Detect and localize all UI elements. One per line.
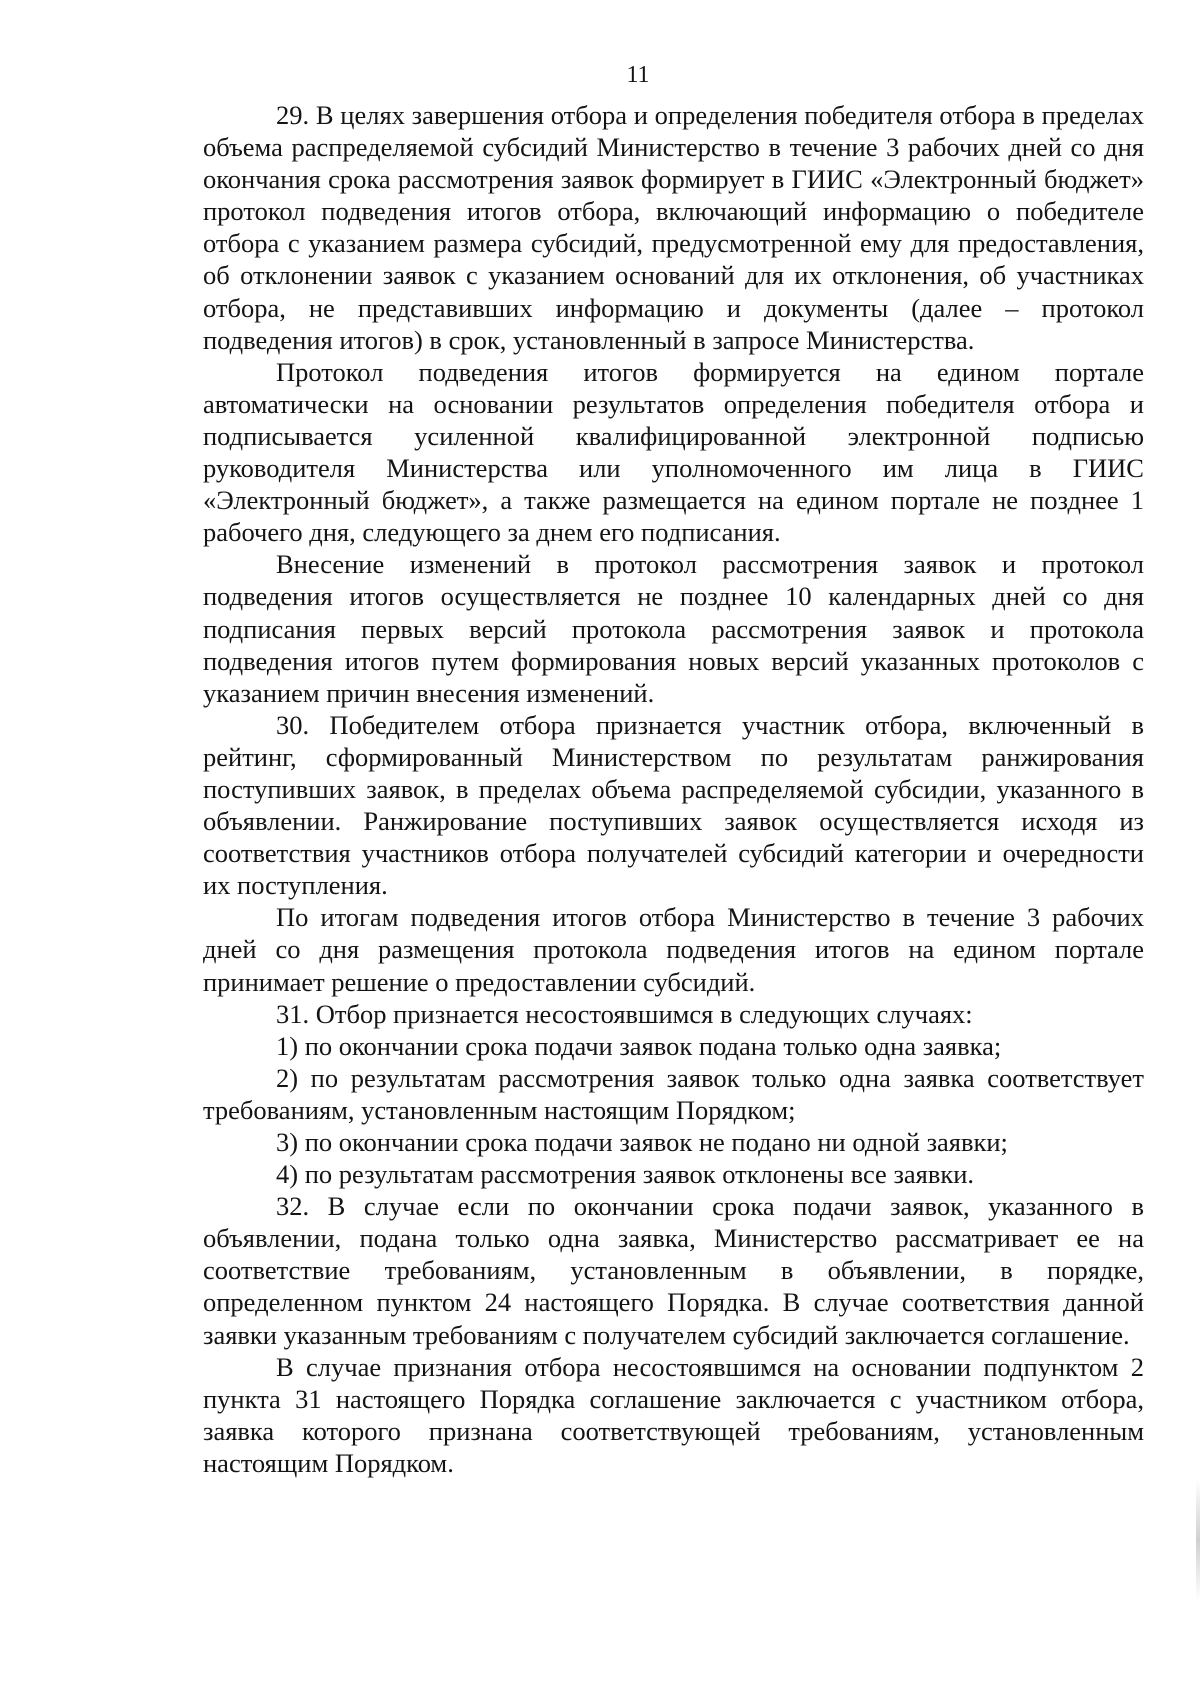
paragraph-protocol-changes: Внесение изменений в протокол рассмотрения заявок и протокол подведения итогов осуществляется не позднее 10 календарных дней со дня подписания первых версий протокола рассмотрения заявок и протокола подведения итогов путем формирования новых версий указанных протоколов с указанием причин внесения изменений. [203,549,1144,708]
scan-edge-shadow [1196,1480,1200,1600]
list-item-31-4: 4) по результатам рассмотрения заявок отклонены все заявки. [276,1159,975,1190]
list-item-31-3: 3) по окончании срока подачи заявок не подано ни одной заявки; [276,1127,1008,1157]
list-item-31-2: 2) по результатам рассмотрения заявок только одна заявка соответствует требованиям, установленным настоящим Порядком; [203,1062,1144,1125]
paragraph-31: 31. Отбор признается несостоявшимся в следующих случаях: [276,998,973,1029]
page-number: 11 [626,62,650,88]
document-body [203,99,1144,1479]
paragraph-failed-selection-agreement: В случае признания отбора несостоявшимся на основании подпунктом 2 пункта 31 настоящего Порядка соглашение заключается с участником отбора, заявка которого признана соответствующей требованиям, установленным настоящим Порядком. [203,1351,1144,1478]
paragraph-32: 32. В случае если по окончании срока подачи заявок, указанного в объявлении, подана только одна заявка, Министерство рассматривает ее на соответствие требованиям, установленным в объявлении, в порядке, определенном пунктом 24 настоящего Порядка. В случае соответствия данной заявки указанным требованиям с получателем субсидий заключается соглашение. [203,1191,1144,1350]
paragraph-29: 29. В целях завершения отбора и определения победителя отбора в пределах объема распределяемой субсидий Министерство в течение 3 рабочих дней со дня окончания срока рассмотрения заявок формирует в ГИИС «Электронный бюджет» протокол подведения итогов отбора, включающий информацию о победителе отбора с указанием размера субсидий, предусмотренной ему для предоставления, об отклонении заявок с указанием оснований для их отклонения, об участниках отбора, не представивших информацию и документы (далее – протокол подведения итогов) в срок, установленный в запросе Министерства. [203,100,1144,355]
paragraph-protocol-formation: Протокол подведения итогов формируется на едином портале автоматически на основании результатов определения победителя отбора и подписывается усиленной квалифицированной электронной подписью руководителя Министерства или уполномоченного им лица в ГИИС «Электронный бюджет», а также размещается на едином портале не позднее 1 рабочего дня, следующего за днем его подписания. [203,356,1144,548]
paragraph-subsidy-decision: По итогам подведения итогов отбора Министерство в течение 3 рабочих дней со дня размещения протокола подведения итогов на едином портале принимает решение о предоставлении субсидий. [203,902,1144,997]
list-item-31-1: 1) по окончании срока подачи заявок подана только одна заявка; [276,1030,1002,1061]
paragraph-30: 30. Победителем отбора признается участник отбора, включенный в рейтинг, сформированный Министерством по результатам ранжирования поступивших заявок, в пределах объема распределяемой субсидии, указанного в объявлении. Ранжирование поступивших заявок осуществляется исходя из соответствия участников отбора получателей субсидий категории и очередности их поступления. [203,709,1144,901]
